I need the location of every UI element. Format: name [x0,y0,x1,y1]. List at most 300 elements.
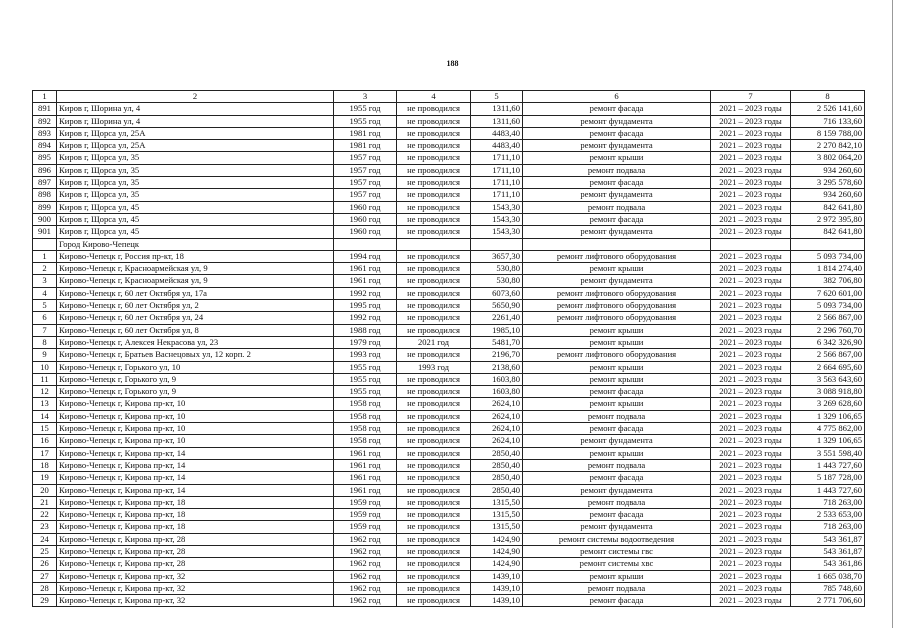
repair-type-cell: ремонт фасада [523,423,711,435]
repair-period-cell: 2021 – 2023 годы [711,300,791,312]
repair-period-cell: 2021 – 2023 годы [711,373,791,385]
address-cell: Кирово-Чепецк г, 60 лет Октября ул, 24 [57,312,334,324]
table-row [33,213,865,225]
address-cell: Кирово-Чепецк г, Кирова пр-кт, 32 [57,570,334,582]
build-year-cell: 1992 год [334,287,397,299]
table-row [33,558,865,570]
last-repair-year-cell: не проводился [397,127,471,139]
last-repair-year-cell: не проводился [397,558,471,570]
repair-cost-cell: 2 771 706,60 [791,595,865,607]
address-cell: Кирово-Чепецк г, Кирова пр-кт, 10 [57,435,334,447]
address-cell: Кирово-Чепецк г, Кирова пр-кт, 28 [57,533,334,545]
repair-period-cell: 2021 – 2023 годы [711,152,791,164]
total-area-cell: 1439,10 [471,595,523,607]
table-row [33,545,865,557]
repair-period-cell: 2021 – 2023 годы [711,496,791,508]
repair-cost-cell: 716 133,60 [791,115,865,127]
table-row [33,336,865,348]
build-year-cell: 1955 год [334,373,397,385]
total-area-cell: 1711,10 [471,177,523,189]
address-cell: Кирово-Чепецк г, Красноармейская ул, 9 [57,263,334,275]
row-number-cell: 6 [33,312,57,324]
repair-cost-cell: 3 551 598,40 [791,447,865,459]
total-area-cell: 1315,50 [471,521,523,533]
repair-cost-cell: 2 270 842,10 [791,140,865,152]
repair-type-cell: ремонт подвала [523,459,711,471]
repair-type-cell: ремонт фасада [523,103,711,115]
total-area-cell: 1711,10 [471,189,523,201]
row-number-cell: 22 [33,509,57,521]
repair-type-cell: ремонт фасада [523,509,711,521]
repair-period-cell: 2021 – 2023 годы [711,226,791,238]
total-area-cell: 2850,40 [471,484,523,496]
table-row [33,226,865,238]
repair-period-cell: 2021 – 2023 годы [711,459,791,471]
build-year-cell: 1957 год [334,177,397,189]
build-year-cell: 1962 год [334,570,397,582]
repair-cost-cell: 3 269 628,60 [791,398,865,410]
total-area-cell: 530,80 [471,263,523,275]
last-repair-year-cell: 1993 год [397,361,471,373]
repair-period-cell: 2021 – 2023 годы [711,435,791,447]
last-repair-year-cell: не проводился [397,115,471,127]
repair-type-cell: ремонт фасада [523,595,711,607]
repair-type-cell: ремонт крыши [523,373,711,385]
repair-cost-cell: 6 342 326,90 [791,336,865,348]
repair-period-cell: 2021 – 2023 годы [711,472,791,484]
address-cell: Кирово-Чепецк г, Кирова пр-кт, 18 [57,521,334,533]
header-cell: 6 [523,91,711,103]
row-number-cell: 898 [33,189,57,201]
row-number-cell: 891 [33,103,57,115]
repair-period-cell: 2021 – 2023 годы [711,250,791,262]
address-cell: Кирово-Чепецк г, Горького ул, 10 [57,361,334,373]
last-repair-year-cell: не проводился [397,226,471,238]
address-cell: Киров г, Щорса ул, 45 [57,213,334,225]
build-year-cell: 1993 год [334,349,397,361]
row-number-cell: 3 [33,275,57,287]
last-repair-year-cell: не проводился [397,152,471,164]
repair-period-cell: 2021 – 2023 годы [711,361,791,373]
repair-cost-cell: 718 263,00 [791,496,865,508]
build-year-cell: 1981 год [334,127,397,139]
repair-type-cell: ремонт фасада [523,177,711,189]
repair-type-cell: ремонт подвала [523,164,711,176]
address-cell: Киров г, Щорса ул, 45 [57,201,334,213]
row-number-cell: 27 [33,570,57,582]
last-repair-year-cell: не проводился [397,213,471,225]
total-area-cell: 2850,40 [471,447,523,459]
row-number-cell: 1 [33,250,57,262]
row-number-cell: 13 [33,398,57,410]
repair-type-cell: ремонт фасада [523,213,711,225]
repair-type-cell: ремонт системы гвс [523,545,711,557]
repair-type-cell: ремонт крыши [523,447,711,459]
table-row [33,140,865,152]
address-cell: Кирово-Чепецк г, Кирова пр-кт, 14 [57,447,334,459]
scan-edge-line [892,0,893,628]
row-number-cell: 14 [33,410,57,422]
repair-period-cell: 2021 – 2023 годы [711,349,791,361]
repair-cost-cell: 1 329 106,65 [791,410,865,422]
last-repair-year-cell: не проводился [397,201,471,213]
last-repair-year-cell: не проводился [397,582,471,594]
repair-type-cell: ремонт крыши [523,152,711,164]
repair-type-cell: ремонт подвала [523,410,711,422]
table-row [33,152,865,164]
repair-type-cell: ремонт подвала [523,582,711,594]
repair-cost-cell: 2 972 395,80 [791,213,865,225]
row-number-cell: 28 [33,582,57,594]
repair-type-cell: ремонт крыши [523,336,711,348]
repair-cost-cell [791,238,865,250]
last-repair-year-cell: не проводился [397,140,471,152]
repair-period-cell: 2021 – 2023 годы [711,386,791,398]
build-year-cell: 1959 год [334,509,397,521]
table-body [33,91,865,607]
total-area-cell: 1543,30 [471,213,523,225]
row-number-cell: 901 [33,226,57,238]
total-area-cell: 1543,30 [471,226,523,238]
repair-type-cell [523,238,711,250]
row-number-cell: 19 [33,472,57,484]
last-repair-year-cell: не проводился [397,324,471,336]
repair-period-cell: 2021 – 2023 годы [711,275,791,287]
table-row [33,300,865,312]
table-row [33,410,865,422]
total-area-cell: 1315,50 [471,509,523,521]
build-year-cell: 1961 год [334,447,397,459]
repair-cost-cell: 5 187 728,00 [791,472,865,484]
last-repair-year-cell: не проводился [397,386,471,398]
total-area-cell: 1711,10 [471,164,523,176]
table-row [33,349,865,361]
repair-cost-cell: 5 093 734,00 [791,300,865,312]
build-year-cell: 1961 год [334,275,397,287]
total-area-cell: 1424,90 [471,558,523,570]
repair-period-cell: 2021 – 2023 годы [711,533,791,545]
table-row [33,238,865,250]
row-number-cell: 895 [33,152,57,164]
repair-type-cell: ремонт крыши [523,361,711,373]
repair-cost-cell: 543 361,86 [791,558,865,570]
address-cell: Кирово-Чепецк г, Кирова пр-кт, 10 [57,423,334,435]
last-repair-year-cell: не проводился [397,570,471,582]
repair-cost-cell: 1 329 106,65 [791,435,865,447]
last-repair-year-cell: не проводился [397,189,471,201]
repair-cost-cell: 3 088 918,80 [791,386,865,398]
repair-cost-cell: 1 443 727,60 [791,459,865,471]
repair-cost-cell: 934 260,60 [791,164,865,176]
build-year-cell: 1959 год [334,496,397,508]
address-cell: Киров г, Щорса ул, 25А [57,127,334,139]
last-repair-year-cell [397,238,471,250]
address-cell: Кирово-Чепецк г, Кирова пр-кт, 14 [57,459,334,471]
repair-period-cell: 2021 – 2023 годы [711,509,791,521]
address-cell: Кирово-Чепецк г, Кирова пр-кт, 14 [57,472,334,484]
total-area-cell: 1311,60 [471,115,523,127]
last-repair-year-cell: не проводился [397,103,471,115]
table-row [33,263,865,275]
table-row [33,287,865,299]
build-year-cell: 1961 год [334,459,397,471]
table-row [33,423,865,435]
address-cell: Кирово-Чепецк г, Кирова пр-кт, 28 [57,558,334,570]
row-number-cell: 15 [33,423,57,435]
repair-type-cell: ремонт лифтового оборудования [523,300,711,312]
last-repair-year-cell: не проводился [397,398,471,410]
row-number-cell: 2 [33,263,57,275]
table-row [33,373,865,385]
build-year-cell: 1958 год [334,410,397,422]
address-cell: Кирово-Чепецк г, Алексея Некрасова ул, 23 [57,336,334,348]
address-cell: Киров г, Щорса ул, 35 [57,164,334,176]
table-row [33,447,865,459]
page-number: 188 [446,59,459,68]
last-repair-year-cell: не проводился [397,459,471,471]
total-area-cell: 1603,80 [471,386,523,398]
build-year-cell: 1961 год [334,472,397,484]
repair-type-cell: ремонт системы водоотведения [523,533,711,545]
table-row [33,398,865,410]
build-year-cell: 1958 год [334,398,397,410]
row-number-cell: 892 [33,115,57,127]
header-cell: 1 [33,91,57,103]
address-cell: Кирово-Чепецк г, Кирова пр-кт, 10 [57,398,334,410]
total-area-cell: 1311,60 [471,103,523,115]
address-cell: Кирово-Чепецк г, 60 лет Октября ул, 2 [57,300,334,312]
repair-period-cell: 2021 – 2023 годы [711,521,791,533]
total-area-cell: 2624,10 [471,435,523,447]
repair-type-cell: ремонт подвала [523,201,711,213]
row-number-cell [33,238,57,250]
repair-period-cell: 2021 – 2023 годы [711,189,791,201]
repair-cost-cell: 2 296 760,70 [791,324,865,336]
repair-cost-cell: 543 361,87 [791,545,865,557]
last-repair-year-cell: не проводился [397,521,471,533]
header-cell: 2 [57,91,334,103]
repair-cost-cell: 718 263,00 [791,521,865,533]
table-row [33,164,865,176]
header-cell: 5 [471,91,523,103]
build-year-cell: 1962 год [334,582,397,594]
repair-cost-cell: 2 566 867,00 [791,349,865,361]
repair-cost-cell: 2 526 141,60 [791,103,865,115]
build-year-cell: 1988 год [334,324,397,336]
row-number-cell: 25 [33,545,57,557]
total-area-cell: 4483,40 [471,140,523,152]
address-cell: Кирово-Чепецк г, 60 лет Октября ул, 8 [57,324,334,336]
address-cell: Киров г, Щорса ул, 35 [57,152,334,164]
header-cell: 3 [334,91,397,103]
table-row [33,275,865,287]
table-row [33,435,865,447]
repair-type-cell: ремонт фундамента [523,226,711,238]
last-repair-year-cell: не проводился [397,373,471,385]
repair-type-cell: ремонт системы хвс [523,558,711,570]
last-repair-year-cell: не проводился [397,263,471,275]
repair-period-cell: 2021 – 2023 годы [711,177,791,189]
build-year-cell: 1962 год [334,558,397,570]
row-number-cell: 896 [33,164,57,176]
build-year-cell: 1960 год [334,226,397,238]
repair-period-cell: 2021 – 2023 годы [711,410,791,422]
repair-period-cell: 2021 – 2023 годы [711,312,791,324]
repair-type-cell: ремонт лифтового оборудования [523,312,711,324]
table-row [33,472,865,484]
last-repair-year-cell: не проводился [397,287,471,299]
repair-cost-cell: 8 159 788,00 [791,127,865,139]
address-cell: Кирово-Чепецк г, Братьев Васнецовых ул, 12 корп. 2 [57,349,334,361]
header-row [33,91,865,103]
row-number-cell: 893 [33,127,57,139]
total-area-cell: 2850,40 [471,472,523,484]
repair-period-cell: 2021 – 2023 годы [711,398,791,410]
address-cell: Кирово-Чепецк г, Горького ул, 9 [57,386,334,398]
repair-type-cell: ремонт лифтового оборудования [523,349,711,361]
build-year-cell: 1957 год [334,164,397,176]
repair-type-cell: ремонт фундамента [523,435,711,447]
table-row [33,496,865,508]
total-area-cell: 1603,80 [471,373,523,385]
address-cell: Киров г, Шорина ул, 4 [57,115,334,127]
repair-period-cell: 2021 – 2023 годы [711,545,791,557]
repair-cost-cell: 2 533 653,00 [791,509,865,521]
build-year-cell [334,238,397,250]
total-area-cell: 1315,50 [471,496,523,508]
address-cell: Киров г, Шорина ул, 4 [57,103,334,115]
build-year-cell: 1981 год [334,140,397,152]
build-year-cell: 1995 год [334,300,397,312]
repair-cost-cell: 4 775 862,00 [791,423,865,435]
row-number-cell: 17 [33,447,57,459]
repair-type-cell: ремонт подвала [523,496,711,508]
table-row [33,521,865,533]
row-number-cell: 8 [33,336,57,348]
last-repair-year-cell: не проводился [397,300,471,312]
last-repair-year-cell: не проводился [397,496,471,508]
total-area-cell: 1439,10 [471,570,523,582]
row-number-cell: 897 [33,177,57,189]
repair-cost-cell: 842 641,80 [791,201,865,213]
last-repair-year-cell: не проводился [397,484,471,496]
table-row [33,595,865,607]
total-area-cell: 5650,90 [471,300,523,312]
row-number-cell: 21 [33,496,57,508]
address-cell: Кирово-Чепецк г, Кирова пр-кт, 10 [57,410,334,422]
row-number-cell: 23 [33,521,57,533]
build-year-cell: 1960 год [334,213,397,225]
last-repair-year-cell: не проводился [397,410,471,422]
total-area-cell: 2624,10 [471,410,523,422]
repair-period-cell: 2021 – 2023 годы [711,336,791,348]
build-year-cell: 1962 год [334,595,397,607]
repair-type-cell: ремонт крыши [523,324,711,336]
last-repair-year-cell: не проводился [397,435,471,447]
repair-period-cell: 2021 – 2023 годы [711,447,791,459]
repair-type-cell: ремонт фасада [523,127,711,139]
table-row [33,484,865,496]
total-area-cell: 2850,40 [471,459,523,471]
table-row [33,509,865,521]
repair-period-cell: 2021 – 2023 годы [711,127,791,139]
row-number-cell: 899 [33,201,57,213]
address-cell: Киров г, Щорса ул, 45 [57,226,334,238]
total-area-cell: 2138,60 [471,361,523,373]
last-repair-year-cell: не проводился [397,423,471,435]
last-repair-year-cell: 2021 год [397,336,471,348]
row-number-cell: 16 [33,435,57,447]
last-repair-year-cell: не проводился [397,177,471,189]
table-row [33,201,865,213]
address-cell: Кирово-Чепецк г, Кирова пр-кт, 18 [57,496,334,508]
repair-type-cell: ремонт фундамента [523,115,711,127]
repair-period-cell: 2021 – 2023 годы [711,140,791,152]
table-row [33,103,865,115]
address-cell: Кирово-Чепецк г, Кирова пр-кт, 32 [57,595,334,607]
repair-period-cell: 2021 – 2023 годы [711,595,791,607]
row-number-cell: 894 [33,140,57,152]
row-number-cell: 7 [33,324,57,336]
repair-period-cell: 2021 – 2023 годы [711,263,791,275]
row-number-cell: 4 [33,287,57,299]
repair-cost-cell: 1 814 274,40 [791,263,865,275]
last-repair-year-cell: не проводился [397,349,471,361]
table-row [33,115,865,127]
total-area-cell: 2624,10 [471,398,523,410]
row-number-cell: 12 [33,386,57,398]
row-number-cell: 10 [33,361,57,373]
total-area-cell: 6073,60 [471,287,523,299]
row-number-cell: 5 [33,300,57,312]
address-cell: Кирово-Чепецк г, Россия пр-кт, 18 [57,250,334,262]
total-area-cell: 1985,10 [471,324,523,336]
last-repair-year-cell: не проводился [397,275,471,287]
total-area-cell: 2261,40 [471,312,523,324]
build-year-cell: 1955 год [334,115,397,127]
total-area-cell: 2196,70 [471,349,523,361]
build-year-cell: 1960 год [334,201,397,213]
repair-period-cell: 2021 – 2023 годы [711,115,791,127]
last-repair-year-cell: не проводился [397,509,471,521]
total-area-cell: 3657,30 [471,250,523,262]
table-row [33,177,865,189]
repair-period-cell: 2021 – 2023 годы [711,582,791,594]
repair-cost-cell: 3 563 643,60 [791,373,865,385]
repair-period-cell: 2021 – 2023 годы [711,213,791,225]
repair-cost-cell: 543 361,87 [791,533,865,545]
last-repair-year-cell: не проводился [397,164,471,176]
last-repair-year-cell: не проводился [397,447,471,459]
repair-period-cell: 2021 – 2023 годы [711,423,791,435]
address-cell: Кирово-Чепецк г, Кирова пр-кт, 32 [57,582,334,594]
row-number-cell: 26 [33,558,57,570]
repair-cost-cell: 2 566 867,00 [791,312,865,324]
repair-type-cell: ремонт крыши [523,398,711,410]
repair-period-cell: 2021 – 2023 годы [711,201,791,213]
build-year-cell: 1957 год [334,152,397,164]
build-year-cell: 1994 год [334,250,397,262]
row-number-cell: 11 [33,373,57,385]
last-repair-year-cell: не проводился [397,533,471,545]
build-year-cell: 1957 год [334,189,397,201]
build-year-cell: 1958 год [334,423,397,435]
total-area-cell: 1543,30 [471,201,523,213]
table-row [33,459,865,471]
repair-cost-cell: 785 748,60 [791,582,865,594]
repair-type-cell: ремонт фасада [523,386,711,398]
repair-cost-cell: 3 802 064,20 [791,152,865,164]
